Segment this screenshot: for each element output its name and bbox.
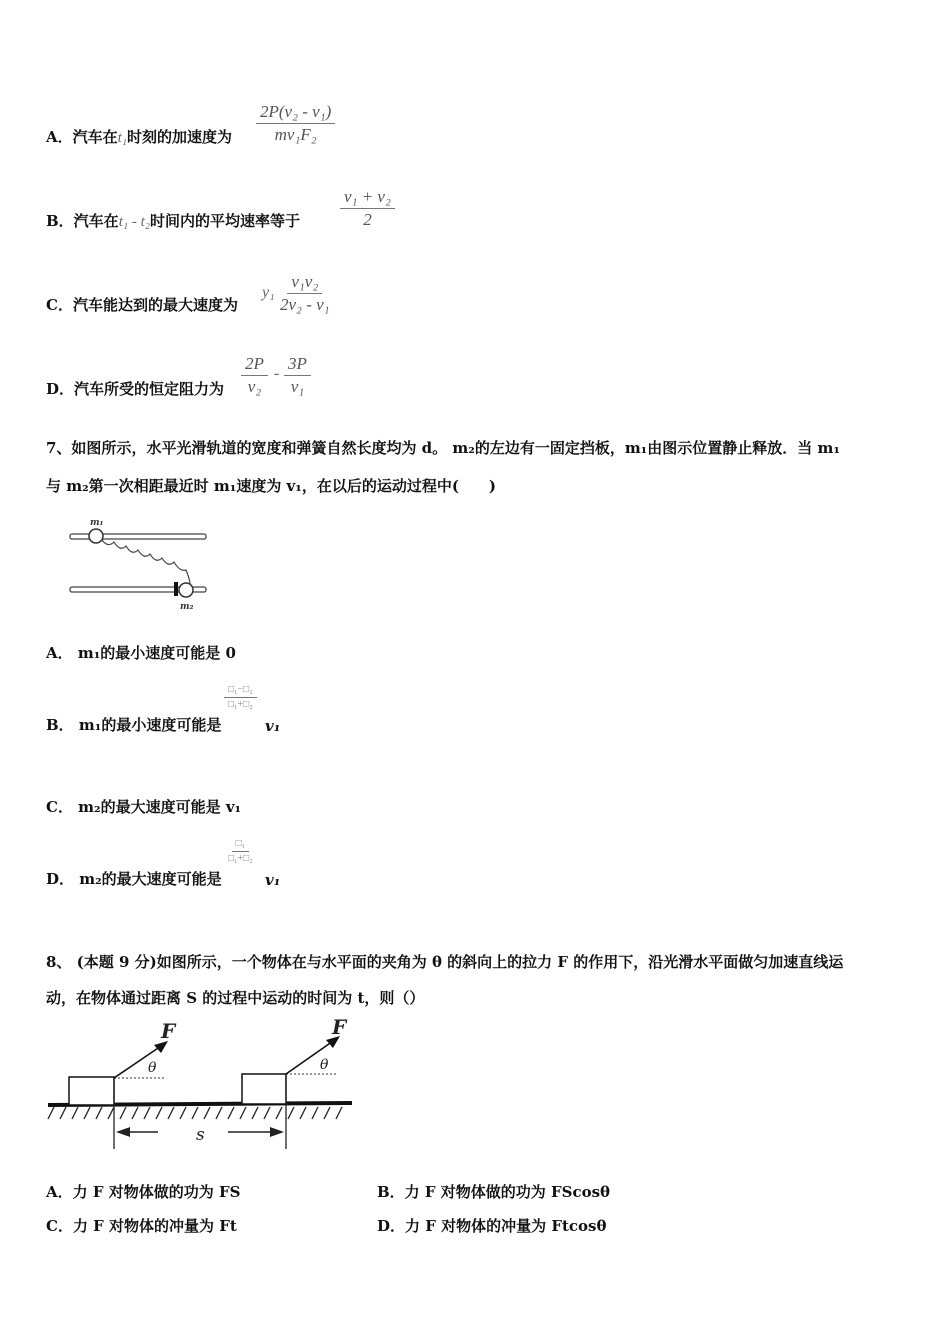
q8-option-a: A．力 F 对物体做的功为 FS (46, 1183, 241, 1201)
q7-option-b: B． m₁的最小速度可能是 (46, 716, 222, 734)
denominator: 2v₂ - v₁ (280, 295, 330, 314)
force-arrow (286, 1039, 336, 1074)
numerator: □₁−□₂ (224, 683, 257, 698)
math-var: y₁ (262, 284, 275, 301)
q6-b-fraction (340, 186, 395, 231)
ground-hatching (48, 1107, 342, 1119)
math-var: t₁ (117, 130, 128, 146)
numerator: 2P(v₂ - v₁) (256, 101, 335, 124)
q8-option-b: B．力 F 对物体做的功为 FScosθ (377, 1183, 611, 1201)
denominator: v₂ (247, 377, 262, 396)
minus-sign: - (274, 365, 280, 382)
denominator: □₁+□₂ (228, 853, 253, 864)
spring (102, 540, 190, 584)
math-var: t₁ - t₂ (118, 214, 150, 230)
denominator: v₁ (290, 377, 305, 396)
q8-stem-line1: 8、 (本题 9 分)如图所示，一个物体在与水平面的夹角为 θ 的斜向上的拉力 F 的作用下，沿光滑水平面做匀加速直线运 (46, 953, 844, 971)
option-text: B．汽车在 (46, 212, 119, 230)
denominator: □₁+□₂ (228, 699, 253, 710)
option-text: 时间内的平均速率等于 (149, 212, 300, 230)
q6-option-a (46, 127, 232, 148)
label-s: s (196, 1125, 205, 1145)
ball-m1 (89, 529, 103, 543)
option-text: A．汽车在 (46, 128, 118, 146)
label-theta: θ (320, 1057, 329, 1073)
numerator: v₁ + v₂ (340, 186, 395, 209)
option-text: D．汽车所受的恒定阻力为 (46, 380, 225, 398)
q8-force-figure (46, 1016, 356, 1152)
arrowhead (116, 1127, 130, 1137)
v1-symbol: v₁ (265, 717, 281, 735)
q8-stem-line2: 动，在物体通过距离 S 的过程中运动的时间为 t，则（） (46, 989, 425, 1007)
q8-option-c: C．力 F 对物体的冲量为 Ft (46, 1217, 237, 1235)
arrowhead (270, 1127, 284, 1137)
v1-symbol: v₁ (265, 871, 281, 889)
label-F: F (332, 1016, 347, 1039)
label-F: F (161, 1019, 176, 1043)
q7-option-d: D． m₂的最大速度可能是 (46, 870, 222, 888)
ball-m2 (179, 583, 193, 597)
q6-option-c (46, 295, 238, 315)
q8-option-d: D．力 F 对物体的冲量为 Ftcosθ (377, 1217, 607, 1235)
q6-d-fraction-2 (284, 353, 311, 398)
q6-d-fraction-1 (241, 353, 268, 398)
block-start (69, 1077, 114, 1105)
q6-c-fraction (276, 271, 334, 316)
denominator: 2 (363, 210, 372, 229)
q6-option-b (46, 211, 300, 232)
force-arrow (114, 1044, 164, 1078)
label-m2: m₂ (180, 602, 194, 612)
option-text: C．汽车能达到的最大速度为 (46, 296, 238, 314)
q7-stem-line2: 与 m₂第一次相距最近时 m₁速度为 v₁，在以后的运动过程中( ) (46, 477, 497, 495)
q7-b-fraction (224, 683, 257, 712)
option-text: 时刻的加速度为 (127, 128, 233, 146)
numerator: 2P (241, 353, 268, 376)
q7-option-a: A． m₁的最小速度可能是 0 (46, 644, 236, 662)
block-end (242, 1074, 286, 1104)
label-m1: m₁ (90, 518, 104, 528)
denominator: mv₁F₂ (274, 125, 317, 144)
numerator: v₁v₂ (287, 271, 322, 294)
q7-stem-line1: 7、如图所示，水平光滑轨道的宽度和弹簧自然长度均为 d。 m₂的左边有一固定挡板，m₁由图示位置静止释放．当 m₁ (46, 439, 840, 457)
q6-a-fraction (256, 101, 335, 146)
numerator: □₁ (232, 837, 250, 852)
q7-option-c: C． m₂的最大速度可能是 v₁ (46, 798, 242, 816)
label-theta: θ (148, 1060, 157, 1076)
numerator: 3P (284, 353, 311, 376)
q7-spring-rail-figure (66, 512, 216, 614)
q7-d-fraction (224, 837, 257, 866)
fixed-stopper (174, 582, 178, 596)
q6-option-d (46, 379, 224, 399)
